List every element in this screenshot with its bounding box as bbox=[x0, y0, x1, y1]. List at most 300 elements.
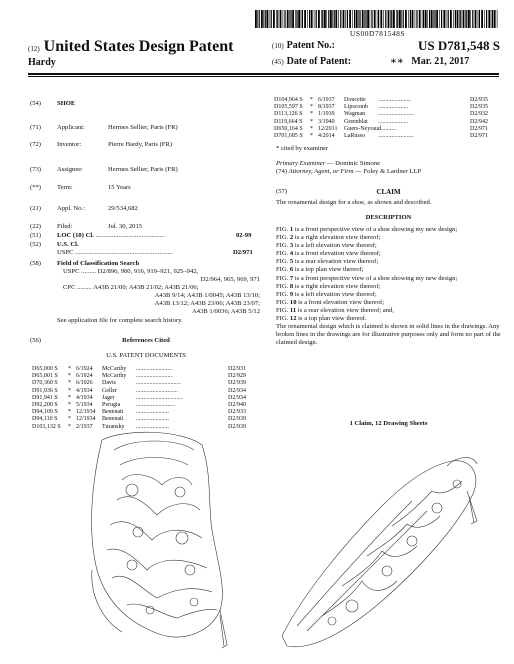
field-label: Appl. No.: bbox=[57, 205, 86, 212]
reference-row bbox=[30, 409, 260, 416]
code-12: (12) bbox=[28, 45, 40, 53]
barcode-bar bbox=[396, 10, 397, 28]
field-code: (22) bbox=[30, 223, 41, 230]
reference-cls: D2/971 bbox=[470, 125, 488, 132]
fig-number: 1 bbox=[289, 226, 294, 233]
barcode bbox=[255, 10, 500, 28]
field-value: Hermes Sellier, Paris (FR) bbox=[108, 124, 178, 131]
search-label: Field of Classification Search bbox=[57, 260, 140, 267]
barcode-bar bbox=[497, 10, 498, 28]
field-value: Pierre Hardy, Paris (FR) bbox=[108, 141, 173, 148]
barcode-bar bbox=[298, 10, 300, 28]
barcode-bar bbox=[457, 10, 459, 28]
uspc-value: D2/971 bbox=[233, 249, 253, 256]
uspc-wrap bbox=[57, 249, 172, 257]
barcode-bar bbox=[296, 10, 297, 28]
barcode-bar bbox=[354, 10, 355, 28]
reference-cls: D2/939 bbox=[228, 423, 246, 430]
barcode-bar bbox=[280, 10, 282, 28]
barcode-bar bbox=[377, 10, 378, 28]
barcode-bar bbox=[269, 10, 270, 28]
search-uspc2-text: D2/964, 965, 969, 971 bbox=[200, 276, 260, 283]
barcode-bar bbox=[399, 10, 401, 28]
loc-dots: .......................................... bbox=[95, 232, 165, 239]
barcode-bar bbox=[335, 10, 337, 28]
fig-number: 3 bbox=[289, 242, 294, 250]
date-value-wrap bbox=[390, 56, 469, 67]
barcode-bar bbox=[304, 10, 306, 28]
reference-date: 5/1934 bbox=[76, 402, 93, 408]
barcode-bar bbox=[311, 10, 313, 28]
field-code: (71) bbox=[30, 124, 41, 131]
barcode-bar bbox=[380, 10, 382, 28]
reference-row bbox=[272, 126, 502, 133]
barcode-bar bbox=[470, 10, 471, 28]
barcode-bar bbox=[374, 10, 376, 28]
reference-num: D65,000 S bbox=[32, 366, 58, 372]
barcode-bar bbox=[314, 10, 315, 28]
reference-name: Davis bbox=[102, 380, 116, 387]
barcode-bar bbox=[397, 10, 398, 28]
reference-star: * bbox=[310, 97, 313, 103]
reference-dots: .............................. bbox=[136, 380, 181, 387]
field-code: (21) bbox=[30, 205, 41, 212]
barcode-bar bbox=[284, 10, 285, 28]
shoe-drawing-fig7 bbox=[262, 446, 487, 656]
reference-cls: D2/939 bbox=[228, 416, 246, 423]
fig-description bbox=[276, 283, 501, 291]
fig-text: is a left elevation view thereof; bbox=[293, 290, 377, 298]
fig-text: is a right elevation view thereof; bbox=[293, 234, 381, 242]
fig-prefix: FIG. bbox=[276, 282, 290, 290]
reference-dots: ...................... bbox=[136, 409, 169, 416]
barcode-bar bbox=[441, 10, 442, 28]
barcode-bar bbox=[427, 10, 428, 28]
barcode-bar bbox=[423, 10, 424, 28]
barcode-bar bbox=[393, 10, 395, 28]
reference-name: Jager bbox=[102, 394, 115, 401]
reference-name: Benenati bbox=[102, 409, 124, 416]
barcode-bar bbox=[338, 10, 339, 28]
fig-text: is a rear elevation view thereof; bbox=[293, 258, 379, 266]
field-code: (73) bbox=[30, 166, 41, 173]
barcode-bar bbox=[419, 10, 421, 28]
reference-cls: D2/971 bbox=[470, 133, 488, 139]
reference-name: McCarthy bbox=[102, 373, 127, 380]
reference-date: 6/1924 bbox=[76, 373, 93, 380]
barcode-bar bbox=[365, 10, 366, 28]
reference-name: Wagman bbox=[344, 111, 366, 118]
fig-prefix: FIG. bbox=[276, 234, 290, 242]
barcode-bar bbox=[429, 10, 430, 28]
barcode-bar bbox=[488, 10, 490, 28]
reference-name: Perugia bbox=[102, 402, 121, 408]
barcode-bar bbox=[276, 10, 277, 28]
reference-cls: D2/933 bbox=[228, 409, 246, 416]
reference-num: D91,936 S bbox=[32, 387, 58, 394]
barcode-bar bbox=[453, 10, 454, 28]
reference-name: Doucette bbox=[344, 97, 366, 103]
barcode-bar bbox=[273, 10, 275, 28]
reference-num: D94,110 S bbox=[32, 416, 58, 423]
barcode-bar bbox=[390, 10, 391, 28]
reference-dots: ............................... bbox=[136, 394, 183, 401]
barcode-bar bbox=[491, 10, 492, 28]
fig-prefix: FIG. bbox=[276, 315, 290, 323]
reference-num: D105,597 S bbox=[274, 104, 303, 111]
reference-star: * bbox=[68, 423, 71, 430]
barcode-bar bbox=[478, 10, 479, 28]
references-right-table bbox=[272, 97, 500, 145]
reference-num: D92,200 S bbox=[32, 402, 58, 408]
barcode-bar bbox=[410, 10, 411, 28]
barcode-bar bbox=[492, 10, 493, 28]
fig-number: 8 bbox=[289, 282, 294, 290]
code-45: (45) bbox=[272, 58, 284, 66]
field-value: 29/534,682 bbox=[108, 205, 138, 212]
reference-dots: .................... bbox=[378, 104, 408, 111]
barcode-bar bbox=[364, 10, 365, 28]
loc-label-wrap bbox=[57, 232, 165, 240]
us-label: U.S. Cl. bbox=[57, 241, 79, 248]
barcode-bar bbox=[287, 10, 289, 28]
description-title: DESCRIPTION bbox=[365, 214, 412, 221]
barcode-bar bbox=[412, 10, 414, 28]
reference-dots: ............ bbox=[378, 125, 396, 132]
reference-row bbox=[272, 104, 502, 111]
reference-num: D104,964 S bbox=[274, 97, 303, 103]
barcode-bar bbox=[322, 10, 323, 28]
barcode-bar bbox=[340, 10, 341, 28]
reference-name: McCarthy bbox=[102, 366, 127, 372]
barcode-bar bbox=[408, 10, 409, 28]
barcode-bar bbox=[460, 10, 461, 28]
reference-star: * bbox=[68, 387, 71, 394]
barcode-bar bbox=[326, 10, 327, 28]
reference-name: Greenblat bbox=[344, 118, 368, 125]
reference-num: D65,001 S bbox=[32, 373, 58, 380]
barcode-bar bbox=[405, 10, 407, 28]
barcode-bar bbox=[292, 10, 294, 28]
barcode-bar bbox=[468, 10, 470, 28]
barcode-bar bbox=[347, 10, 348, 28]
field-code: (57) bbox=[276, 188, 287, 195]
field-label: SHOE bbox=[57, 100, 76, 107]
barcode-bar bbox=[358, 10, 359, 28]
reference-num: D119,664 S bbox=[274, 118, 303, 125]
reference-num: D91,941 S bbox=[32, 394, 58, 401]
reference-star: * bbox=[310, 104, 313, 111]
fig-prefix: FIG. bbox=[276, 258, 290, 266]
barcode-bar bbox=[494, 10, 496, 28]
reference-star: * bbox=[68, 366, 71, 372]
barcode-bar bbox=[371, 10, 372, 28]
barcode-bar bbox=[334, 10, 335, 28]
reference-dots: .................... bbox=[378, 118, 408, 125]
fig-prefix: FIG. bbox=[276, 274, 290, 282]
fig-prefix: FIG. bbox=[276, 290, 290, 298]
attorney bbox=[276, 168, 501, 176]
field-value: Jul. 30, 2015 bbox=[108, 223, 143, 230]
patent-number-line bbox=[272, 38, 500, 53]
barcode-bar bbox=[332, 10, 333, 28]
date-label: Date of Patent: bbox=[286, 56, 352, 67]
reference-name: Lipscomb bbox=[344, 104, 368, 111]
reference-row bbox=[30, 380, 260, 387]
barcode-bar bbox=[434, 10, 435, 28]
barcode-bar bbox=[431, 10, 433, 28]
fig-description bbox=[276, 250, 501, 258]
barcode-bar bbox=[439, 10, 440, 28]
barcode-bar bbox=[307, 10, 308, 28]
fig-prefix: FIG. bbox=[276, 266, 290, 274]
reference-dots: ........................ bbox=[378, 111, 414, 118]
barcode-bar bbox=[425, 10, 427, 28]
reference-date: 2/1937 bbox=[76, 423, 93, 430]
reference-cls: D2/934 bbox=[228, 387, 246, 394]
barcode-bar bbox=[465, 10, 466, 28]
fig-description bbox=[276, 226, 501, 234]
barcode-bar bbox=[362, 10, 364, 28]
code-10: (10) bbox=[272, 42, 284, 50]
fig-description bbox=[276, 315, 501, 323]
fig-text: is a front perspective view of a shoe showing my new design; bbox=[293, 226, 458, 233]
barcode-bar bbox=[352, 10, 353, 28]
fig-text: is a top plan view thereof; bbox=[293, 266, 364, 274]
fig-number: 2 bbox=[289, 234, 294, 242]
reference-date: 4/1934 bbox=[76, 394, 93, 401]
reference-dots: ...................... bbox=[378, 97, 411, 103]
reference-date: 6/1937 bbox=[318, 97, 335, 103]
barcode-bar bbox=[324, 10, 326, 28]
barcode-bar bbox=[261, 10, 263, 28]
barcode-bar bbox=[370, 10, 371, 28]
reference-date: 12/1934 bbox=[76, 416, 96, 423]
patent-no-label: Patent No.: bbox=[286, 40, 335, 51]
shoe-drawing-fig1 bbox=[62, 420, 252, 652]
barcode-bar bbox=[484, 10, 485, 28]
reference-dots: ........................ bbox=[378, 133, 414, 139]
barcode-bar bbox=[257, 10, 258, 28]
patent-date: Mar. 21, 2017 bbox=[411, 56, 470, 67]
reference-star: * bbox=[310, 111, 313, 118]
field-label: Applicant: bbox=[57, 124, 85, 131]
reference-name: Turansky bbox=[102, 423, 125, 430]
fig-prefix: FIG. bbox=[276, 306, 290, 314]
references-subtitle-text: U.S. PATENT DOCUMENTS bbox=[106, 352, 186, 359]
barcode-bar bbox=[265, 10, 266, 28]
barcode-bar bbox=[328, 10, 329, 28]
field-label: Filed: bbox=[57, 223, 73, 230]
reference-cls: D2/934 bbox=[228, 394, 246, 401]
claim-heading bbox=[276, 188, 501, 196]
reference-row bbox=[30, 366, 260, 373]
reference-row bbox=[272, 119, 502, 126]
field-value: 15 Years bbox=[108, 184, 131, 191]
reference-row bbox=[272, 111, 502, 118]
reference-star: * bbox=[68, 373, 71, 380]
barcode-bar bbox=[378, 10, 379, 28]
date-marks: ∗∗ bbox=[390, 56, 404, 67]
shoe-outline bbox=[92, 432, 227, 648]
barcode-bar bbox=[479, 10, 480, 28]
fig-description bbox=[276, 275, 501, 283]
barcode-bar bbox=[301, 10, 302, 28]
reference-date: 3/1940 bbox=[318, 118, 335, 125]
barcode-bar bbox=[448, 10, 449, 28]
reference-star: * bbox=[68, 394, 71, 401]
reference-cls: D2/939 bbox=[228, 380, 246, 387]
fig-prefix: FIG. bbox=[276, 226, 290, 233]
fig-description bbox=[276, 307, 501, 315]
barcode-bar bbox=[266, 10, 268, 28]
reference-row bbox=[30, 402, 260, 409]
field-code: (**) bbox=[30, 184, 41, 191]
reference-star: * bbox=[68, 402, 71, 408]
barcode-bar bbox=[283, 10, 284, 28]
reference-star: * bbox=[310, 133, 313, 139]
reference-star: * bbox=[68, 409, 71, 416]
fig-description bbox=[276, 234, 501, 242]
barcode-bar bbox=[330, 10, 332, 28]
barcode-bar bbox=[401, 10, 402, 28]
field-code: (58) bbox=[30, 260, 41, 267]
barcode-bar bbox=[463, 10, 465, 28]
reference-dots: ............................ bbox=[136, 387, 178, 394]
reference-dots: ........................ bbox=[136, 366, 172, 372]
reference-name: LaRusso bbox=[344, 133, 365, 139]
fig-number: 7 bbox=[289, 274, 294, 282]
reference-num: D94,109 S bbox=[32, 409, 58, 416]
primary-name: — Dominic Simone bbox=[326, 160, 381, 167]
search-cpc4-text: A43B 1/0036; A43B 5/12 bbox=[192, 308, 260, 315]
loc-label: LOC (10) Cl. bbox=[57, 232, 94, 239]
header-rule-thin bbox=[28, 76, 499, 77]
fig-text: is a front elevation view thereof; bbox=[293, 250, 381, 258]
reference-num: D701,685 S bbox=[274, 133, 303, 139]
search-uspc-text: USPC ......... D2/896, 900, 916, 919–921, 925–942, bbox=[63, 268, 199, 275]
document-title bbox=[28, 38, 233, 56]
cited-note: * cited by examiner bbox=[276, 145, 329, 152]
barcode-bar bbox=[443, 10, 445, 28]
reference-cls: D2/929 bbox=[228, 373, 246, 380]
barcode-bar bbox=[263, 10, 264, 28]
barcode-bar bbox=[271, 10, 272, 28]
barcode-bar bbox=[416, 10, 417, 28]
field-value: Hermes Sellier, Paris (FR) bbox=[108, 166, 178, 173]
barcode-bar bbox=[295, 10, 296, 28]
field-label: Term: bbox=[57, 184, 73, 191]
uspc-dots: ........................................................... bbox=[75, 249, 173, 256]
field-code: (56) bbox=[30, 337, 41, 344]
field-code: (51) bbox=[30, 232, 41, 239]
field-code: (52) bbox=[30, 241, 41, 248]
reference-num: D70,360 S bbox=[32, 380, 58, 387]
reference-star: * bbox=[310, 125, 313, 132]
reference-name: Benenati bbox=[102, 416, 124, 423]
description-note: The ornamental design which is claimed is shown in solid lines in the drawings. Any broken lines in the drawings are for illustrative purposes only and form no part of the claimed design. bbox=[276, 323, 501, 347]
search-cpc3-text: A43B 13/12; A43B 23/06; A43B 23/07; bbox=[154, 300, 260, 307]
barcode-bar bbox=[343, 10, 345, 28]
fig-description bbox=[276, 299, 501, 307]
reference-star: * bbox=[310, 118, 313, 125]
reference-num: D650,164 S bbox=[274, 125, 303, 132]
claim-text: The ornamental design for a shoe, as shown and described. bbox=[276, 199, 432, 206]
barcode-bar bbox=[349, 10, 351, 28]
fig-prefix: FIG. bbox=[276, 298, 290, 306]
reference-cls: D2/940 bbox=[228, 402, 246, 408]
barcode-bar bbox=[450, 10, 452, 28]
reference-star: * bbox=[68, 416, 71, 423]
reference-num: D103,132 S bbox=[32, 423, 61, 430]
barcode-bar bbox=[436, 10, 438, 28]
attorney-name: — Foley & Lardner LLP bbox=[355, 168, 422, 176]
barcode-bar bbox=[345, 10, 346, 28]
barcode-bar bbox=[383, 10, 384, 28]
left-column bbox=[30, 80, 262, 380]
barcode-bar bbox=[446, 10, 447, 28]
reference-dots: .......................... bbox=[136, 402, 175, 408]
barcode-bar bbox=[388, 10, 390, 28]
search-cpc2-text: A43B 9/14; A43B 1/0045; A43B 13/10; bbox=[154, 292, 260, 299]
field-label: Assignee: bbox=[57, 166, 84, 173]
reference-row bbox=[30, 388, 260, 395]
primary-examiner bbox=[276, 160, 501, 168]
barcode-bar bbox=[455, 10, 456, 28]
publication-number: US00D781548S bbox=[349, 29, 406, 38]
patent-date-line bbox=[272, 56, 470, 67]
barcode-bar bbox=[367, 10, 369, 28]
shoe-outline bbox=[282, 457, 477, 646]
barcode-bar bbox=[316, 10, 317, 28]
field-label: Inventor: bbox=[57, 141, 82, 148]
reference-dots: ...................... bbox=[136, 416, 169, 423]
reference-row bbox=[30, 395, 260, 402]
field-code: (54) bbox=[30, 100, 41, 107]
drawing-sheets: 1 Claim, 12 Drawing Sheets bbox=[349, 420, 428, 427]
barcode-bar bbox=[289, 10, 290, 28]
primary-label: Primary Examiner bbox=[276, 160, 326, 167]
description-body bbox=[276, 226, 501, 347]
reference-dots: ........................ bbox=[136, 373, 172, 380]
reference-cls: D2/935 bbox=[470, 104, 488, 111]
barcode-bar bbox=[433, 10, 434, 28]
fig-text: is a rear elevation view thereof; and, bbox=[296, 306, 394, 314]
claim-title: CLAIM bbox=[376, 188, 401, 196]
fig-number: 6 bbox=[289, 266, 294, 274]
references-title: References Cited bbox=[122, 337, 170, 344]
barcode-bar bbox=[302, 10, 303, 28]
reference-cls: D2/942 bbox=[470, 118, 488, 125]
fig-prefix: FIG. bbox=[276, 242, 290, 250]
barcode-bar bbox=[309, 10, 310, 28]
reference-date: 1/1939 bbox=[318, 111, 335, 118]
barcode-bar bbox=[318, 10, 320, 28]
reference-name: Guers-Neyraud bbox=[344, 125, 381, 132]
barcode-bar bbox=[459, 10, 460, 28]
fig-prefix: FIG. bbox=[276, 250, 290, 258]
reference-date: 6/1924 bbox=[76, 366, 93, 372]
fig-text: is a front elevation view thereof; bbox=[296, 298, 385, 306]
reference-cls: D2/931 bbox=[228, 366, 246, 372]
loc-value: 02-99 bbox=[236, 232, 252, 239]
fig-number: 5 bbox=[289, 258, 294, 266]
attorney-label: Attorney, Agent, or Firm bbox=[288, 168, 354, 176]
barcode-bar bbox=[259, 10, 260, 28]
reference-row bbox=[272, 133, 502, 140]
barcode-bar bbox=[475, 10, 477, 28]
fig-text: is a left elevation view thereof; bbox=[293, 242, 377, 250]
